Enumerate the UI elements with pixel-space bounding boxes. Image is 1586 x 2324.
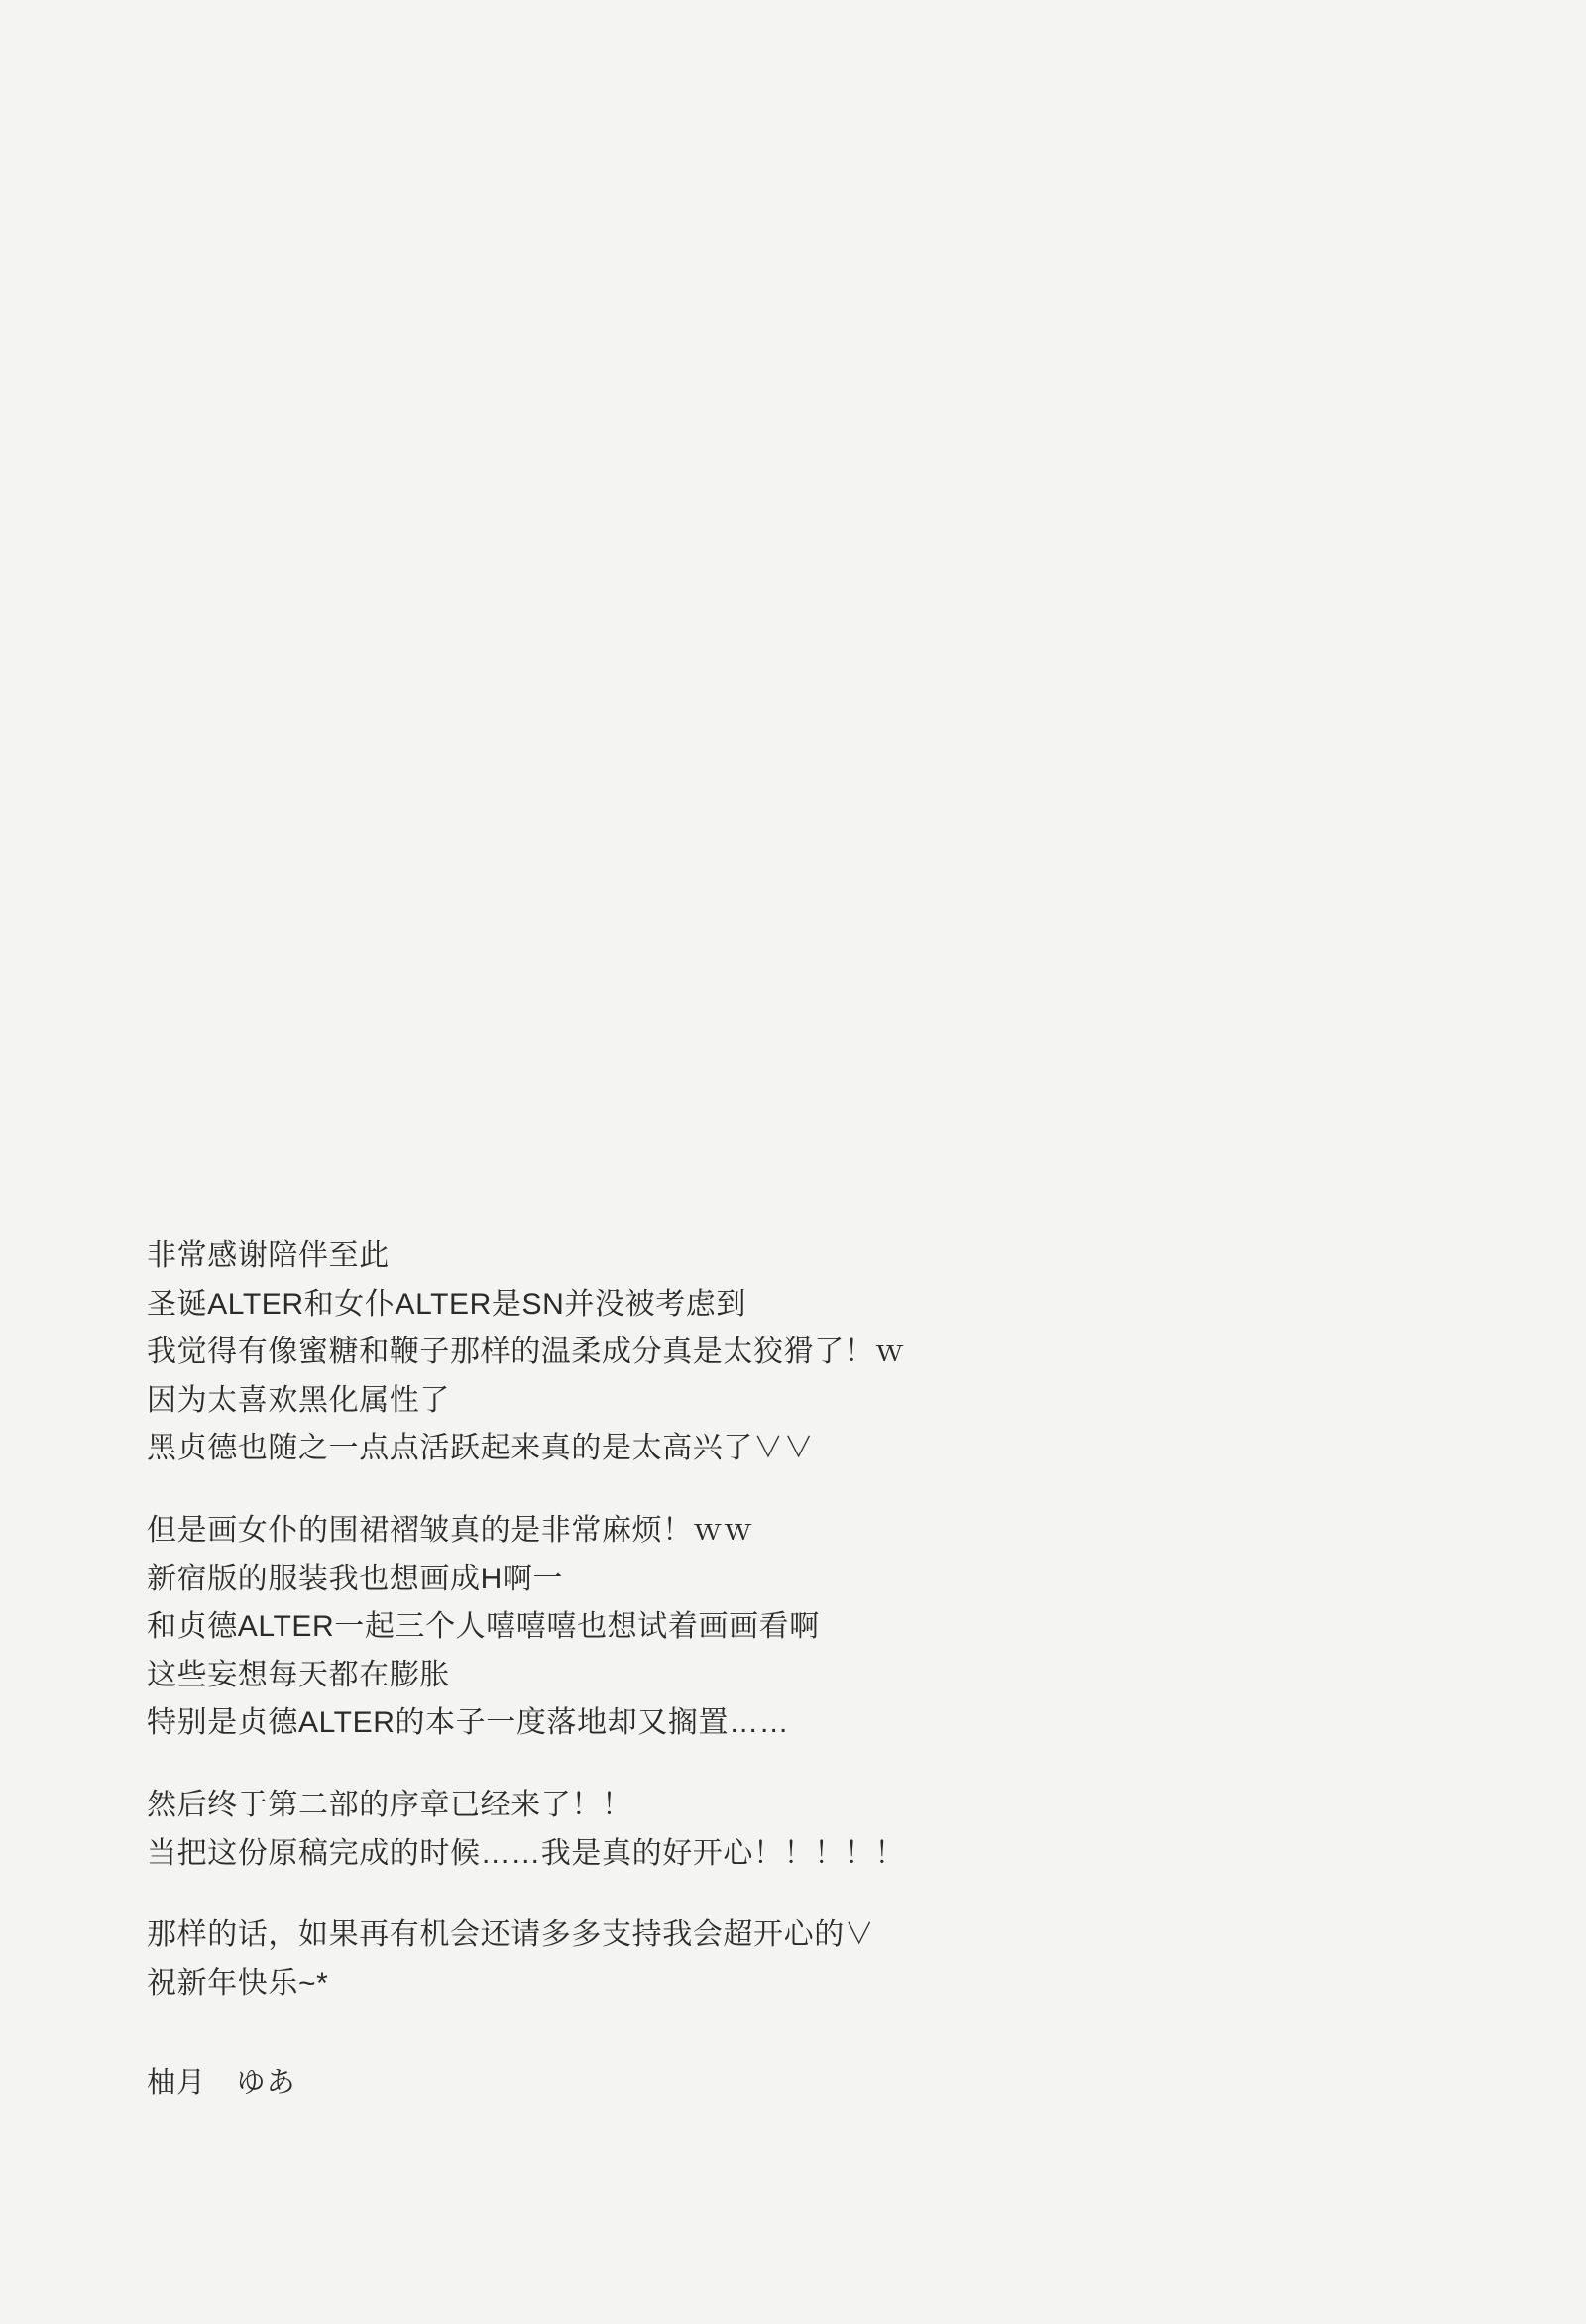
afterword-line: 这些妄想每天都在膨胀 <box>147 1658 450 1691</box>
afterword-line: 我觉得有像蜜糖和鞭子那样的温柔成分真是太狡猾了！ｗ <box>147 1336 905 1369</box>
afterword-line: 因为太喜欢黑化属性了 <box>147 1383 450 1417</box>
author-signature: 柚月 ゆあ <box>147 2067 296 2099</box>
afterword-line: 新宿版的服装我也想画成H啊一 <box>147 1562 564 1595</box>
afterword-paragraph <box>147 1782 1376 1878</box>
afterword-line: 圣诞ALTER和女仆ALTER是SN并没被考虑到 <box>147 1287 747 1321</box>
afterword-paragraph <box>147 1912 1376 2008</box>
afterword-line: 黑贞德也随之一点点活跃起来真的是太高兴了∨∨ <box>147 1432 815 1465</box>
afterword-text <box>147 1232 1376 2008</box>
afterword-line: 当把这份原稿完成的时候……我是真的好开心！！！！！ <box>147 1836 905 1870</box>
afterword-line: 和贞德ALTER一起三个人嘻嘻嘻也想试着画画看啊 <box>147 1610 820 1644</box>
afterword-line: 然后终于第二部的序章已经来了！！ <box>147 1788 632 1821</box>
afterword-line: 祝新年快乐~* <box>147 1966 329 2000</box>
afterword-line: 特别是贞德ALTER的本子一度落地却又搁置…… <box>147 1706 790 1740</box>
afterword-paragraph <box>147 1507 1376 1748</box>
afterword-line: 但是画女仆的围裙褶皱真的是非常麻烦！ｗｗ <box>147 1513 753 1547</box>
afterword-line: 那样的话，如果再有机会还请多多支持我会超开心的∨ <box>147 1918 875 1952</box>
afterword-paragraph <box>147 1232 1376 1473</box>
afterword-line: 非常感谢陪伴至此 <box>147 1239 390 1272</box>
